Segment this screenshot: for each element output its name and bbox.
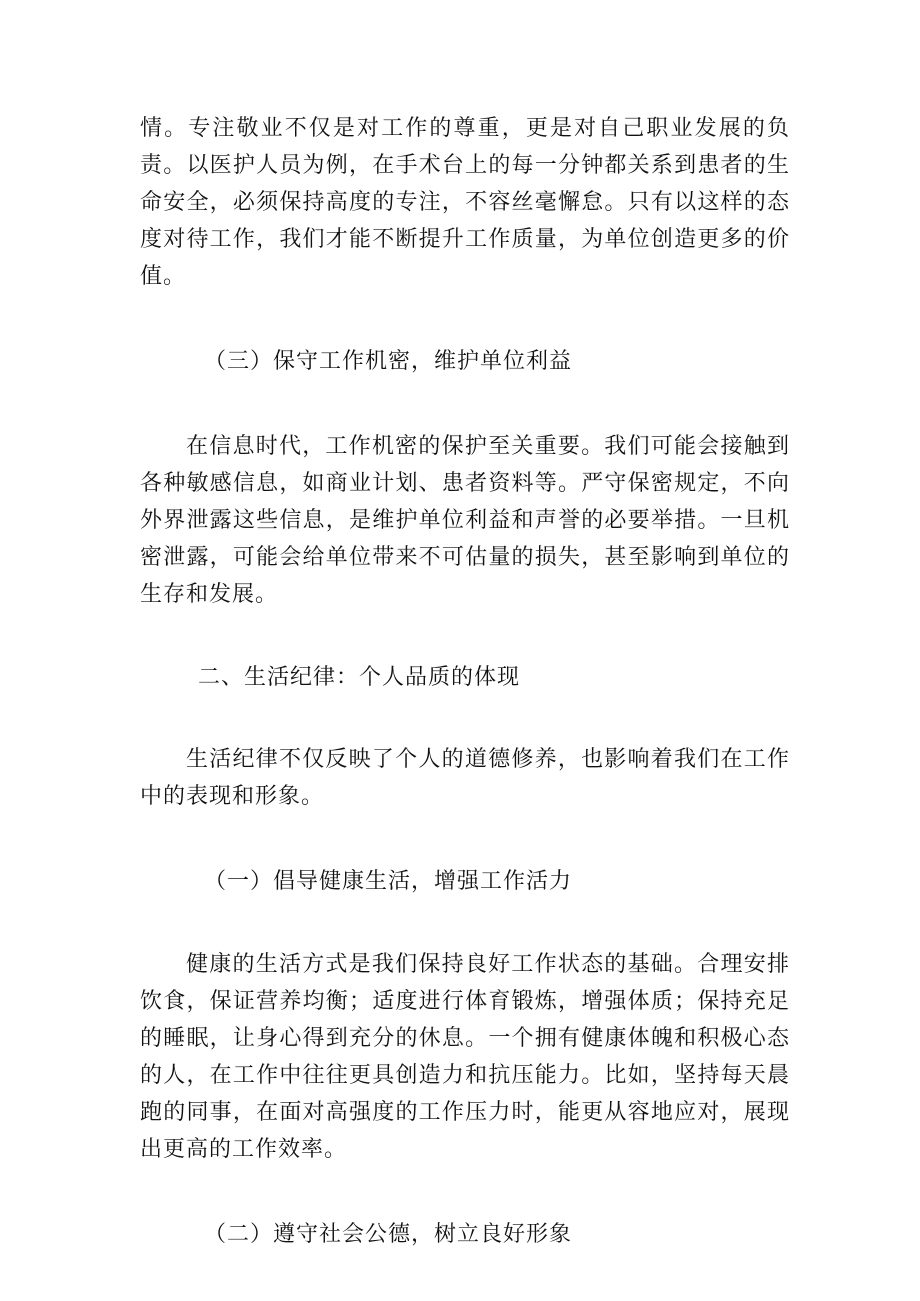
- spacer: [140, 815, 790, 863]
- document-body: [140, 110, 790, 1253]
- spacer: [140, 900, 790, 946]
- section-heading-confidentiality: （三）保守工作机密，维护单位利益: [204, 349, 573, 374]
- spacer: [140, 696, 790, 741]
- spacer: [140, 295, 790, 343]
- chapter-heading-life-discipline: 二、生活纪律：个人品质的体现: [198, 665, 521, 690]
- spacer: [140, 613, 790, 659]
- paragraph-life-discipline-intro: 生活纪律不仅反映了个人的道德修养，也影响着我们在工作中的表现和形象。: [140, 747, 790, 809]
- section-heading-healthy-life: （一）倡导健康生活，增强工作活力: [204, 869, 573, 894]
- spacer: [140, 1168, 790, 1216]
- paragraph-dedication: 情。专注敬业不仅是对工作的尊重，更是对自己职业发展的负责。以医护人员为例，在手术台上的每一分钟都关系到患者的生命安全，必须保持高度的专注，不容丝毫懈怠。只有以这样的态度对待工作，我们才能不断提升工作质量，为单位创造更多的价值。: [140, 116, 790, 289]
- spacer: [140, 380, 790, 428]
- section-heading-social-morality: （二）遵守社会公德，树立良好形象: [204, 1222, 573, 1247]
- paragraph-confidentiality: 在信息时代，工作机密的保护至关重要。我们可能会接触到各种敏感信息，如商业计划、患者资料等。严守保密规定，不向外界泄露这些信息，是维护单位利益和声誉的必要举措。一旦机密泄露，可能会给单位带来不可估量的损失，甚至影响到单位的生存和发展。: [140, 434, 790, 607]
- paragraph-healthy-life: 健康的生活方式是我们保持良好工作状态的基础。合理安排饮食，保证营养均衡；适度进行体育锻炼，增强体质；保持充足的睡眠，让身心得到充分的休息。一个拥有健康体魄和积极心态的人，在工作中往往更具创造力和抗压能力。比如，坚持每天晨跑的同事，在面对高强度的工作压力时，能更从容地应对，展现出更高的工作效率。: [140, 952, 790, 1162]
